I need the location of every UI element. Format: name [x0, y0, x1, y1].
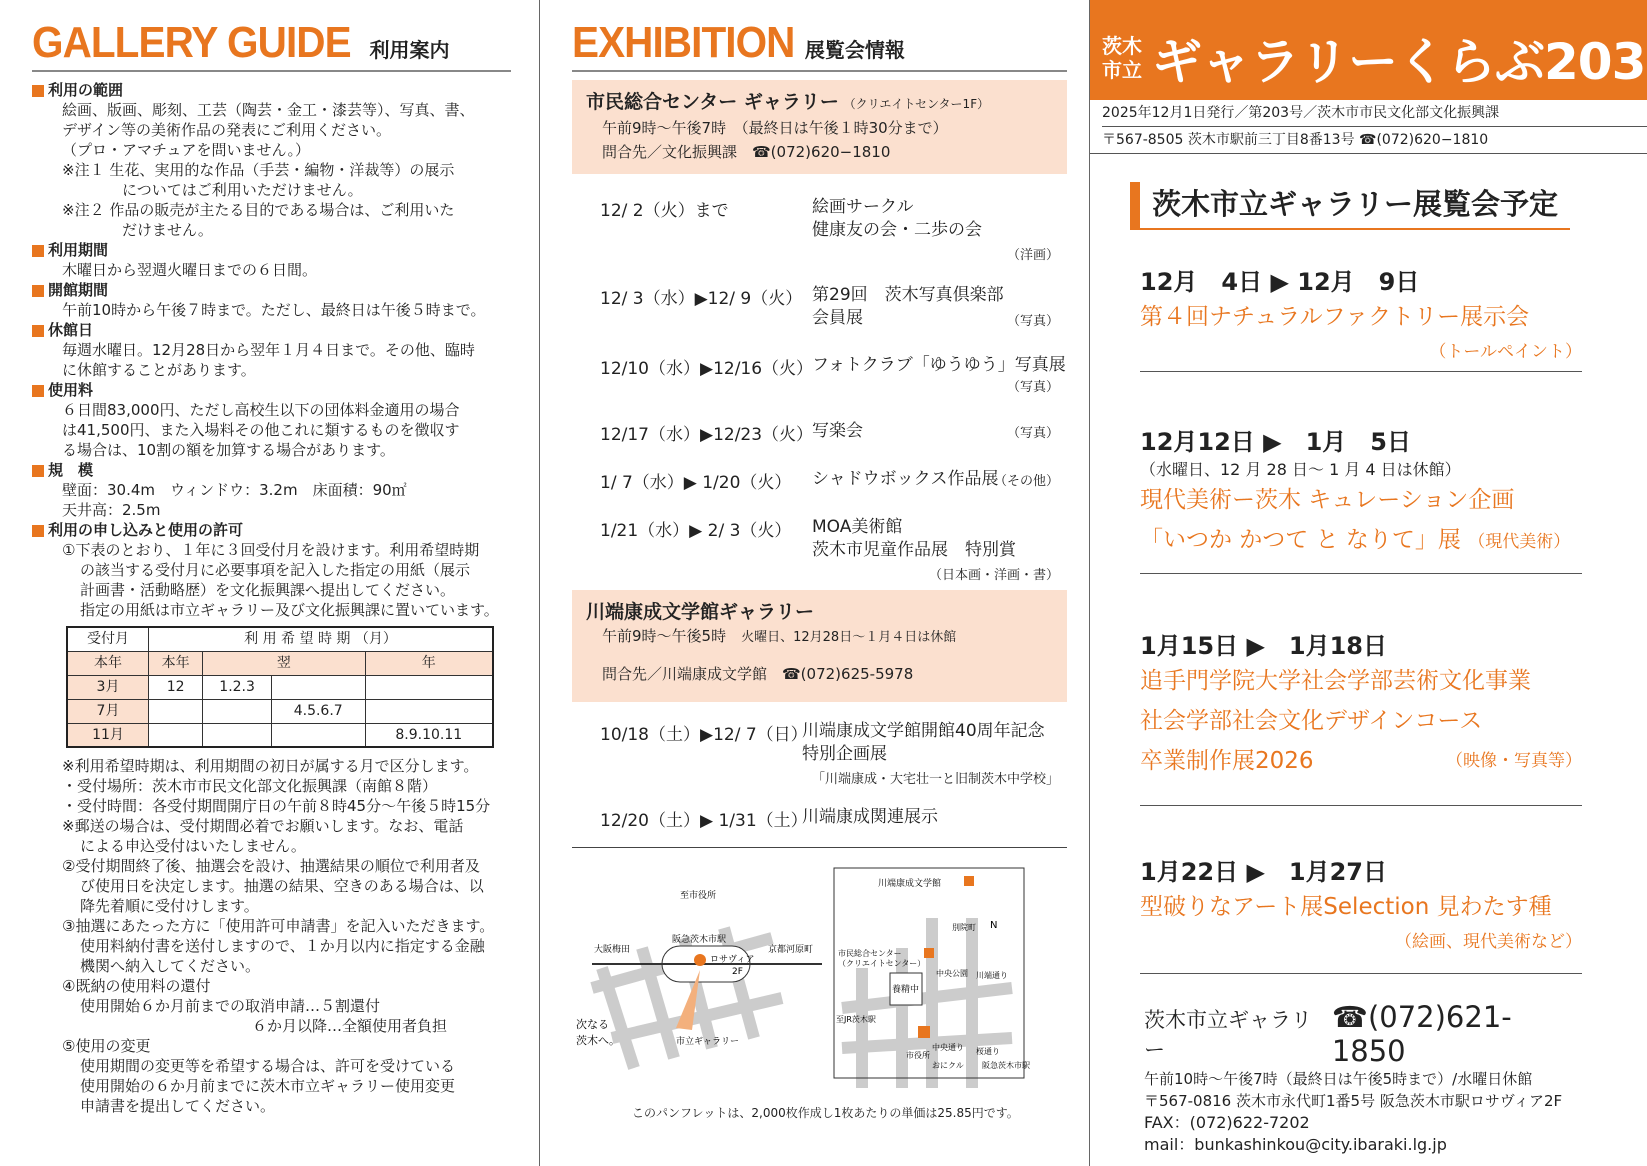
list-item	[572, 284, 1067, 350]
text-line: ③抽選にあたった方に「使用許可申請書」を記入いただきます。	[62, 917, 495, 935]
table-cell	[271, 723, 365, 747]
text-line: る場合は、10割の額を加算する場合があります。	[62, 441, 395, 459]
list-item	[572, 806, 1067, 872]
table-cell: 11月	[67, 723, 148, 747]
table-cell: 3月	[67, 675, 148, 699]
list-item	[1140, 626, 1582, 806]
table-cell: 1.2.3	[203, 675, 272, 699]
event-date: 1/ 7（水）▶ 1/20（火）	[600, 473, 792, 493]
contact-hours: 午前10時～午後7時（最終日は午後5時まで）/水曜日休館	[1144, 1070, 1533, 1088]
table-cell	[365, 699, 493, 723]
event-date: 10/18（土）▶12/ 7（日）	[600, 725, 808, 745]
venue-title: 川端康成文学館ギャラリー	[586, 601, 815, 623]
text-line: 天井高：2.5m	[62, 501, 161, 519]
event-date: 12/20（土）▶ 1/31（土）	[600, 811, 808, 831]
event-name-2: 「いつか かつて と なりて」展	[1140, 527, 1461, 553]
section-heading: 利用期間	[32, 240, 511, 260]
list-item	[1140, 262, 1582, 372]
contact-address: 〒567-0816 茨木市永代町1番5号 阪急茨木市駅ロサヴィア2F	[1144, 1092, 1563, 1110]
gallery-guide-column	[0, 0, 540, 1166]
section-heading: 開館期間	[32, 280, 511, 300]
event-date: 12/ 2（火）まで	[600, 201, 729, 221]
event-category: （絵画、現代美術など）	[1395, 932, 1582, 952]
list-item	[1140, 422, 1582, 574]
text-line: ※利用希望時期は、利用期間の初日が属する月で区分します。	[62, 757, 479, 775]
exhibition-column	[540, 0, 1090, 1166]
text-line: 壁面：30.4m ウィンドウ：3.2m 床面積：90㎡	[62, 481, 407, 499]
text-line: 木曜日から翌週火曜日までの６日間。	[62, 261, 318, 279]
text-line: による申込受付はいたしません。	[80, 837, 306, 855]
venue-contact: 問合先／川端康成文学館 ☎(072)625-5978	[602, 665, 914, 683]
issue-address: 〒567-8505 茨木市駅前三丁目8番13号 ☎(072)620−1810	[1102, 132, 1489, 148]
exhibition-list-1	[572, 188, 1067, 632]
map-label: 中央通り	[932, 1043, 964, 1052]
event-name: 追手門学院大学社会学部芸術文化事業	[1140, 668, 1531, 694]
club-header	[1090, 0, 1647, 100]
event-name-3: 卒業制作展2026	[1140, 748, 1314, 774]
venue-subtitle: （クリエイトセンター1F）	[843, 97, 990, 111]
event-name-2: 健康友の会・二歩の会	[812, 220, 982, 240]
club-column	[1090, 0, 1647, 1166]
map-label: ロサヴィア	[710, 955, 755, 965]
event-genre: （写真）	[1006, 380, 1059, 395]
map-label: 市民総合センター	[838, 949, 902, 958]
text-line: 指定の用紙は市立ギャラリー及び文化振興課に置いています。	[80, 601, 499, 619]
event-date: 12月12日 ▶ 1月 5日	[1140, 428, 1412, 456]
club-title: ギャラリーくらぶ203	[1152, 33, 1646, 91]
event-category: （トールペイント）	[1429, 342, 1582, 362]
map-label: 至JR茨木駅	[836, 1015, 876, 1024]
section-heading: 使用料	[32, 380, 511, 400]
contact-block	[1144, 1000, 1584, 1156]
list-item	[572, 196, 1067, 262]
event-name: シャドウボックス作品展	[812, 469, 999, 489]
event-name	[812, 516, 1016, 562]
table-row	[67, 675, 493, 699]
event-name-1: 川端康成文学館開館40周年記念	[802, 721, 1045, 741]
kicker-2: 市立	[1102, 58, 1142, 82]
event-name-2: 会員展	[812, 308, 863, 328]
contact-mail-link[interactable]: mail：bunkashinkou@city.ibaraki.lg.jp	[1144, 1135, 1447, 1154]
text-line: ①下表のとおり、１年に３回受付月を設けます。利用希望時期	[62, 541, 480, 559]
map-label: 桜通り	[976, 1047, 1000, 1056]
event-date: 1/21（水）▶ 2/ 3（火）	[600, 521, 792, 541]
event-name	[802, 720, 1045, 766]
map-label: 市立ギャラリー	[676, 1037, 740, 1047]
table-cell: 12	[148, 675, 202, 699]
event-date: 12/10（水）▶12/16（火）	[600, 359, 814, 379]
venue-contact: 問合先／文化振興課 ☎(072)620−1810	[602, 143, 891, 161]
text-line: ④既納の使用料の還付	[62, 977, 211, 995]
guide-title: GALLERY GUIDE	[32, 18, 351, 67]
event-category: （現代美術）	[1468, 532, 1571, 552]
text-line: デザイン等の美術作品の発表にご利用ください。	[62, 121, 391, 139]
venue-hours: 午前9時～午後7時 （最終日は午後１時30分まで）	[602, 119, 948, 137]
event-name	[812, 196, 982, 242]
table-header: 年	[365, 651, 493, 675]
map-label: 大阪梅田	[594, 945, 631, 955]
contact-fax[interactable]: FAX：(072)622-7202	[1144, 1113, 1310, 1132]
text-line: だけません。	[122, 221, 213, 239]
map-label: 至市役所	[680, 891, 717, 901]
section-heading: 利用の申し込みと使用の許可	[32, 520, 511, 540]
event-name: フォトクラブ「ゆうゆう」写真展	[812, 355, 1066, 375]
text-line: 機関へ納入してください。	[80, 957, 261, 975]
table-header: 本年	[67, 651, 148, 675]
club-kicker	[1102, 34, 1142, 82]
text-line: 使用料納付書を送付しますので、１か月以内に指定する金融	[80, 937, 485, 955]
event-date: 12月 4日 ▶ 12月 9日	[1140, 268, 1420, 296]
kicker-1: 茨木	[1102, 34, 1142, 58]
text-line: ・受付時間：各受付期間開庁日の午前８時45分～午後５時15分	[62, 797, 491, 815]
event-genre: （写真）	[1006, 426, 1059, 441]
text-line: 絵画、版画、彫刻、工芸（陶芸・金工・漆芸等）、写真、書、	[62, 101, 475, 119]
text-line: に休館することがあります。	[62, 361, 256, 379]
table-cell	[148, 723, 202, 747]
event-genre: （日本画・洋画・書）	[928, 568, 1059, 583]
text-line: 毎週水曜日。12月28日から翌年１月４日まで。その他、臨時	[62, 341, 475, 359]
event-date: 1月22日 ▶ 1月27日	[1140, 858, 1388, 886]
event-name: 第４回ナチュラルファクトリー展示会	[1140, 304, 1530, 330]
event-name-2: 社会学部社会文化デザインコース	[1140, 708, 1483, 734]
event-name: 写楽会	[812, 421, 863, 441]
map-label: 阪急茨木市駅	[982, 1061, 1030, 1070]
venue-title: 市民総合センター ギャラリー	[586, 91, 839, 113]
text-line: についてはご利用いただけません。	[122, 181, 363, 199]
table-header: 本年	[148, 651, 202, 675]
event-name: 川端康成関連展示	[802, 807, 938, 827]
text-line: ６日間83,000円、ただし高校生以下の団体料金適用の場合	[62, 401, 460, 419]
map-label: 養精中	[892, 985, 920, 995]
map-label: （クリエイトセンター）	[838, 959, 926, 968]
text-line: の該当する受付月に必要事項を記入した指定の用紙（展示	[80, 561, 471, 579]
table-header: 利 用 希 望 時 期 （月）	[148, 627, 493, 651]
contact-name: 茨木市立ギャラリー	[1144, 1008, 1312, 1062]
text-line: は41,500円、また入場料その他これに類するものを徴収す	[62, 421, 460, 439]
text-line: 降先着順に受付けします。	[80, 897, 259, 915]
list-item	[1140, 852, 1582, 974]
map-label: 別院町	[952, 923, 976, 932]
print-note: このパンフレットは、2,000枚作成し1枚あたりの単価は25.85円です。	[632, 1106, 1019, 1120]
list-item	[572, 516, 1067, 582]
list-item	[572, 354, 1067, 420]
text-line: ６か月以降…全額使用者負担	[252, 1017, 448, 1035]
section-heading: 規 模	[32, 460, 511, 480]
text-line: 使用期間の変更等を希望する場合は、許可を受けている	[80, 1057, 456, 1075]
venue-hours: 午前9時～午後5時	[602, 627, 727, 645]
event-name-1: MOA美術館	[812, 517, 903, 537]
table-cell: 7月	[67, 699, 148, 723]
map-label: おにクル	[932, 1061, 964, 1070]
text-line: ⑤使用の変更	[62, 1037, 151, 1055]
exhibition-subtitle: 展覧会情報	[804, 38, 905, 62]
event-date: 12/ 3（水）▶12/ 9（火）	[600, 289, 803, 309]
event-date: 1月15日 ▶ 1月18日	[1140, 632, 1388, 660]
schedule-title: 茨木市立ギャラリー展覧会予定	[1130, 182, 1570, 230]
table-cell: 8.9.10.11	[365, 723, 493, 747]
issue-line: 2025年12月1日発行／第203号／茨木市市民文化部文化振興課	[1102, 100, 1647, 127]
event-name-2: 茨木市児童作品展 特別賞	[812, 540, 1016, 560]
map-north: N	[990, 920, 998, 931]
table-header: 受付月	[67, 627, 148, 651]
exhibition-title: EXHIBITION	[572, 18, 795, 67]
event-genre: （写真）	[1006, 314, 1059, 329]
text-line: ※注２ 作品の販売が主たる目的である場合は、ご利用いた	[62, 201, 455, 219]
issue-meta	[1090, 100, 1647, 154]
venue-box-1	[572, 80, 1067, 174]
event-name-1: 絵画サークル	[812, 197, 914, 217]
schedule-table	[66, 626, 494, 748]
event-genre: （洋画）	[1006, 248, 1059, 263]
map-label: 川端通り	[976, 971, 1008, 980]
table-cell	[203, 723, 272, 747]
event-category: （映像・写真等）	[1446, 751, 1582, 771]
list-item	[572, 720, 1067, 786]
table-cell: 4.5.6.7	[271, 699, 365, 723]
map-label: 阪急茨木市駅	[672, 935, 727, 945]
map-label: 茨木へ。	[576, 1034, 620, 1047]
map-label: 中央公園	[936, 969, 968, 978]
exhibition-header	[572, 18, 1067, 72]
contact-tel: ☎(072)621-1850	[1331, 1000, 1512, 1068]
text-line: 使用開始の６か月前までに茨木市立ギャラリー使用変更	[80, 1077, 456, 1095]
text-line: 使用開始６か月前までの取消申請…５割還付	[80, 997, 381, 1015]
section-heading: 利用の範囲	[32, 80, 511, 100]
map-label: 次なる	[576, 1018, 609, 1031]
guide-subtitle: 利用案内	[369, 38, 450, 62]
text-line: 午前10時から午後７時まで。ただし、最終日は午後５時まで。	[62, 301, 486, 319]
access-map	[572, 858, 1068, 1098]
table-cell	[271, 675, 365, 699]
table-cell	[203, 699, 272, 723]
text-line: ※郵送の場合は、受付期間必着でお願いします。なお、電話	[62, 817, 464, 835]
event-genre: 「川端康成・大宅壮一と旧制茨木中学校」	[811, 772, 1059, 787]
table-row	[67, 723, 493, 747]
text-line: 申請書を提出してください。	[80, 1097, 276, 1115]
event-name	[812, 284, 1004, 330]
guide-header	[32, 18, 511, 72]
exhibition-list-2	[572, 702, 1067, 848]
event-name-1: 第29回 茨木写真倶楽部	[812, 285, 1004, 305]
event-name: 型破りなアート展Selection 見わたす種	[1140, 894, 1552, 920]
text-line: 計画書・活動略歴）を文化振興課へ提出してください。	[80, 581, 456, 599]
text-line: ・受付場所：茨木市市民文化部文化振興課（南館８階）	[62, 777, 438, 795]
map-label: 2F	[732, 967, 743, 977]
event-date: 12/17（水）▶12/23（火）	[600, 425, 814, 445]
section-heading: 休館日	[32, 320, 511, 340]
text-line: ②受付期間終了後、抽選会を設け、抽選結果の順位で利用者及	[62, 857, 480, 875]
table-header: 翌	[203, 651, 365, 675]
text-line: び使用日を決定します。抽選の結果、空きのある場合は、以	[80, 877, 484, 895]
table-cell	[148, 699, 202, 723]
event-note: （水曜日、12 月 28 日～ 1 月 4 日は休館）	[1140, 460, 1461, 479]
event-name: 現代美術ー茨木 キュレーション企画	[1140, 487, 1515, 513]
text-line: （プロ・アマチュアを問いません。）	[62, 141, 310, 159]
map-label: 京都河原町	[768, 945, 814, 955]
map-label: 市役所	[906, 1051, 930, 1060]
event-genre: （その他）	[993, 474, 1059, 489]
guide-body	[32, 80, 511, 1116]
venue-closed: 火曜日、12月28日～１月４日は休館	[741, 630, 957, 645]
table-row	[67, 699, 493, 723]
text-line: ※注１ 生花、実用的な作品（手芸・編物・洋裁等）の展示	[62, 161, 455, 179]
event-name-2: 特別企画展	[802, 744, 887, 764]
table-cell	[365, 675, 493, 699]
map-label: 川端康成文学館	[878, 879, 942, 889]
